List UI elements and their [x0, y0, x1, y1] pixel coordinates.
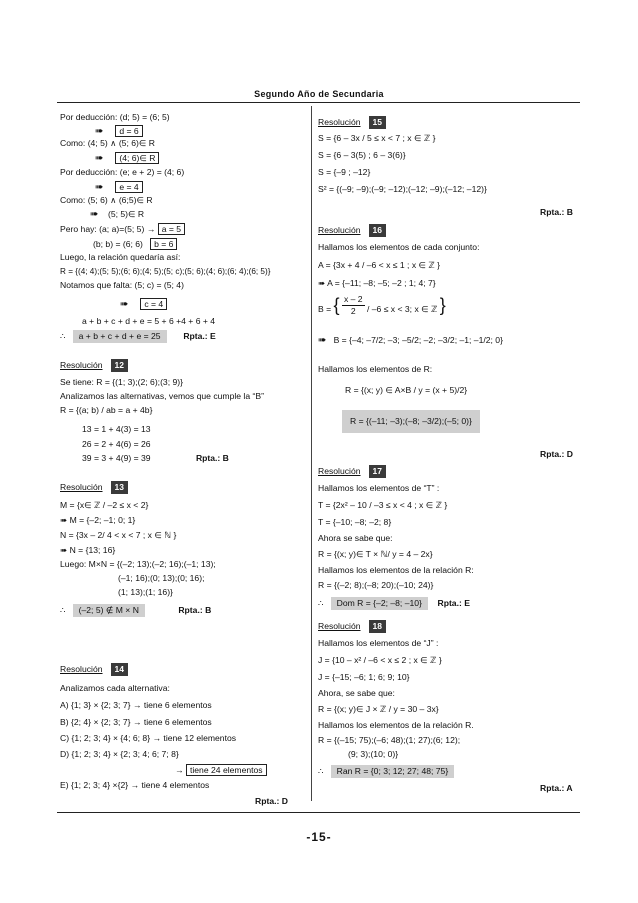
text-line: Hallamos los elementos de la relación R:: [318, 565, 474, 575]
boxed-result: a = 5: [158, 223, 185, 235]
text-line: Hallamos los elementos de “T” :: [318, 483, 440, 493]
header-divider: [57, 102, 580, 103]
right-arrow-icon: →: [175, 765, 184, 775]
page-number: -15-: [306, 830, 332, 844]
text-line: Como: (5; 6) ∧ (6;5)∈ R: [60, 195, 153, 205]
answer-label: Rpta.: B: [178, 605, 212, 615]
section-number: 14: [111, 663, 128, 676]
column-divider: [311, 106, 312, 801]
answer-line: [60, 604, 211, 617]
text-line: Se tiene: R = {(1; 3);(2; 6);(3; 9)}: [60, 377, 183, 387]
text-line: ➠ N = {13; 16}: [60, 545, 116, 555]
section-heading: Resolución 16: [318, 224, 386, 237]
fraction: $\frac{x - 2}{2}$: [343, 294, 363, 316]
answer-label: Rpta.: E: [183, 331, 216, 341]
section-heading: Resolución 13: [60, 481, 128, 494]
text-line: Analizamos cada alternativa:: [60, 683, 170, 693]
text-fragment: Pero hay: (a; a)=(5; 5) →: [60, 224, 156, 234]
text-line: 26 = 2 + 4(6) = 26: [82, 439, 151, 449]
text-line: ➠ M = {–2; –1; 0; 1}: [60, 515, 136, 525]
text-line: A) {1; 3} × {2; 3; 7} → tiene 6 elementos: [60, 700, 212, 710]
shaded-result: a + b + c + d + e = 25: [73, 330, 167, 343]
boxed-result: c = 4: [140, 298, 167, 310]
text-line: Ahora, se sabe que:: [318, 688, 395, 698]
text-line: T = {2x² – 10 / –3 ≤ x < 4 ; x ∈ ℤ }: [318, 500, 448, 510]
therefore-icon: ∴: [60, 331, 66, 341]
text-line: [93, 238, 177, 250]
section-number: 18: [369, 620, 386, 633]
answer-label: Rpta.: E: [437, 598, 470, 608]
footer-divider: [57, 812, 580, 813]
text-line: M = {x∈ ℤ / –2 ≤ x < 2}: [60, 500, 149, 510]
section-number: 16: [369, 224, 386, 237]
text-fragment: (b; b) = (6; 6): [93, 239, 143, 249]
boxed-result: tiene 24 elementos: [186, 764, 267, 776]
deduction-line: [95, 125, 143, 137]
implies-icon: ➠: [318, 335, 327, 346]
answer-label: Rpta.: B: [540, 207, 573, 217]
section-heading: Resolución 17: [318, 465, 386, 478]
section-heading: Resolución 14: [60, 663, 128, 676]
boxed-result: d = 6: [115, 125, 142, 137]
boxed-result: b = 6: [150, 238, 177, 250]
section-heading: Resolución 12: [60, 359, 128, 372]
text-line: R = {(a; b) / ab = a + 4b}: [60, 405, 153, 415]
answer-label: Rpta.: B: [195, 453, 229, 463]
boxed-result: (4; 6)∈ R: [115, 152, 159, 164]
answer-line: [318, 597, 470, 610]
text-line: Luego, la relación quedaría así:: [60, 252, 181, 262]
text-fragment: (5; 5)∈ R: [107, 209, 145, 219]
shaded-result: R = {(–11; –3);(–8; –3/2);(–5; 0)}: [342, 410, 480, 433]
text-line: Hallamos los elementos de “J” :: [318, 638, 439, 648]
text-line: Analizamos las alternativas, vemos que cumple la “B”: [60, 391, 264, 401]
section-number: 15: [369, 116, 386, 129]
therefore-icon: ∴: [318, 598, 324, 608]
shaded-result: (–2; 5) ∉ M × N: [73, 604, 145, 617]
text-line: T = {–10; –8; –2; 8}: [318, 517, 392, 527]
text-line: Por deducción: (e; e + 2) = (4; 6): [60, 167, 185, 177]
text-line: D) {1; 2; 3; 4} × {2; 3; 4; 6; 7; 8}: [60, 749, 179, 759]
answer-label: Rpta.: D: [255, 796, 288, 806]
text-line: S² = {(–9; –9);(–9; –12);(–12; –9);(–12; –12)}: [318, 184, 487, 194]
answer-label: Rpta.: A: [540, 783, 573, 793]
page-header: Segundo Año de Secundaria: [254, 89, 384, 99]
text-line: R = {(4; 4);(5; 5);(6; 6);(4; 5);(5; c);(5; 6);(4; 6);(6; 4);(6; 5)}: [60, 267, 271, 276]
text-line: Notamos que falta: (5; c) = (5; 4): [60, 280, 184, 290]
text-line: J = {–15; –6; 1; 6; 9; 10}: [318, 672, 410, 682]
text-line: R = {(x; y)∈ T × ℕ/ y = 4 – 2x}: [318, 549, 433, 559]
text-line: 13 = 1 + 4(3) = 13: [82, 424, 151, 434]
text-line: ➠ A = {–11; –8; –5; –2 ; 1; 4; 7}: [318, 278, 436, 288]
set-definition-line: B = { $\frac{x - 2}{2}$ / –6 ≤ x < 3; x ∈ ℤ }: [318, 294, 446, 316]
text-line: S = {6 – 3x / 5 ≤ x < 7 ; x ∈ ℤ }: [318, 133, 436, 143]
text-line: Hallamos los elementos de R:: [318, 364, 433, 374]
text-line: [60, 223, 185, 235]
text-line: S = {–9 ; –12}: [318, 167, 371, 177]
text-line: (–1; 16);(0; 13);(0; 16);: [118, 573, 205, 583]
answer-label: Rpta.: D: [540, 449, 573, 459]
text-line: R = {(–15; 75);(–6; 48);(1; 27);(6; 12);: [318, 735, 461, 745]
deduction-line: [120, 298, 167, 310]
left-brace-icon: {: [333, 294, 340, 315]
section-number: 12: [111, 359, 128, 372]
text-line: 39 = 3 + 4(9) = 39 Rpta.: B: [82, 453, 229, 463]
implies-icon: ➠: [95, 126, 104, 137]
text-line: ➠ B = {–4; –7/2; –3; –5/2; –2; –3/2; –1; –1/2; 0}: [318, 335, 503, 346]
implies-icon: ➠: [95, 182, 104, 193]
implies-icon: ➠: [95, 153, 104, 164]
section-number: 13: [111, 481, 128, 494]
right-brace-icon: }: [439, 294, 446, 315]
text-line: C) {1; 2; 3; 4} × {4; 6; 8} → tiene 12 elementos: [60, 733, 237, 743]
deduction-line: [90, 209, 144, 220]
shaded-result: Ran R = {0; 3; 12; 27; 48; 75}: [331, 765, 455, 778]
text-line: Hallamos los elementos de la relación R.: [318, 720, 474, 730]
answer-line: [318, 765, 454, 778]
text-line: (1; 13);(1; 16)}: [118, 587, 173, 597]
section-heading: Resolución 18: [318, 620, 386, 633]
text-line: R = {(x; y)∈ J × ℤ / y = 30 – 3x}: [318, 704, 439, 714]
boxed-result: e = 4: [115, 181, 142, 193]
section-heading: Resolución 15: [318, 116, 386, 129]
text-line: R = {(–2; 8);(–8; 20);(–10; 24)}: [318, 580, 434, 590]
text-line: B) {2; 4} × {2; 3; 7} → tiene 6 elementos: [60, 717, 212, 727]
text-line: A = {3x + 4 / –6 < x ≤ 1 ; x ∈ ℤ }: [318, 260, 441, 270]
shaded-result: Dom R = {–2; –8; –10}: [331, 597, 428, 610]
therefore-icon: ∴: [318, 766, 324, 776]
therefore-icon: ∴: [60, 605, 66, 615]
text-line: R = {(x; y) ∈ A×B / y = (x + 5)/2}: [345, 385, 468, 395]
text-line: Como: (4; 5) ∧ (5; 6)∈ R: [60, 138, 155, 148]
implies-icon: ➠: [120, 299, 129, 310]
text-line: (9; 3);(10; 0)}: [348, 749, 399, 759]
text-line: Luego: M×N = {(–2; 13);(–2; 16);(–1; 13);: [60, 559, 216, 569]
text-line: Hallamos los elementos de cada conjunto:: [318, 242, 480, 252]
deduction-line: [95, 152, 159, 164]
section-number: 17: [369, 465, 386, 478]
answer-line: [60, 330, 216, 343]
deduction-line: [95, 181, 143, 193]
text-line: Por deducción: (d; 5) = (6; 5): [60, 112, 170, 122]
text-line: N = {3x – 2/ 4 < x < 7 ; x ∈ ℕ }: [60, 530, 177, 540]
text-line: J = {10 – x² / –6 < x ≤ 2 ; x ∈ ℤ }: [318, 655, 442, 665]
implies-icon: ➠: [90, 209, 99, 220]
text-line: S = {6 – 3(5) ; 6 – 3(6)}: [318, 150, 406, 160]
text-line: [175, 764, 267, 776]
text-line: a + b + c + d + e = 5 + 6 +4 + 6 + 4: [82, 316, 216, 326]
text-line: E) {1; 2; 3; 4} ×{2} → tiene 4 elementos: [60, 780, 210, 790]
text-line: Ahora se sabe que:: [318, 533, 393, 543]
